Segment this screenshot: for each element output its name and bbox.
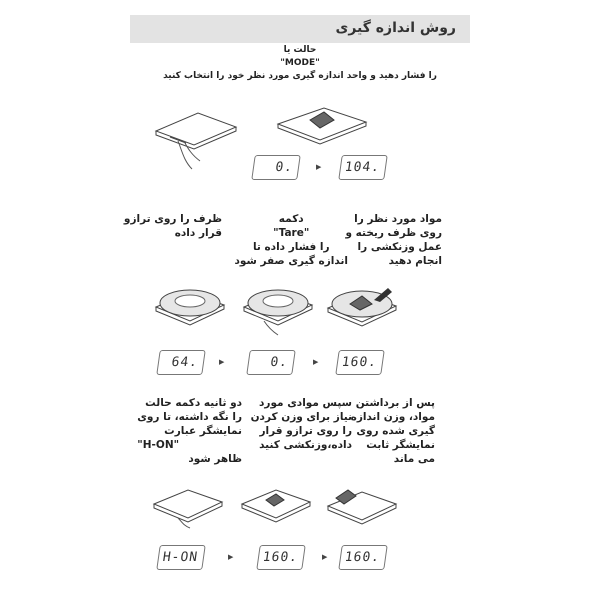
- triangle-right-icon: ▶: [219, 358, 225, 366]
- scale-with-bowl-illustration: [150, 283, 230, 333]
- display-row3-hold-on: H-ON: [156, 545, 206, 570]
- scale-adding-ingredients-illustration: [322, 280, 402, 335]
- step-place-container: ظرف را روی ترازو قرار داده: [123, 213, 222, 239]
- scale-tare-press-illustration: [238, 283, 318, 338]
- display-row2-container-weight: 64.: [156, 350, 206, 375]
- display-row2-weight: 160.: [335, 350, 385, 375]
- intro-instruction: [150, 44, 450, 83]
- scale-hold-mode-illustration: [148, 480, 228, 530]
- step-weigh-more: سپس موادی مورد نیاز برای وزن کردن را روی ترازو قرار داده،وزنکشی کنید: [250, 397, 352, 451]
- scale-removed-illustration: [322, 482, 402, 532]
- intro-mode-label: "MODE": [280, 58, 320, 68]
- step-hold-mode: دو ثانیه دکمه حالت را نگه داشته، تا روی نمایشگر عبارت "H-ON" ظاهر شود: [137, 397, 242, 465]
- display-row3-held-weight: 160.: [338, 545, 388, 570]
- triangle-right-icon: ▶: [316, 163, 322, 171]
- scale-press-mode-illustration: [148, 103, 243, 173]
- display-row1-weight: 104.: [338, 155, 388, 180]
- display-row3-weight: 160.: [256, 545, 306, 570]
- scale-with-goods-illustration: [272, 100, 372, 150]
- triangle-right-icon: ▶: [322, 553, 328, 561]
- intro-line-3: را فشار دهید و واحد اندازه گیری مورد نظر خود را انتخاب کنید: [163, 71, 437, 81]
- step-remove-hold: پس از برداشتن مواد، وزن اندازه گیری شده روی نمایشگر ثابت می ماند: [350, 397, 435, 465]
- step-press-tare: دکمه "Tare" را فشار داده تا اندازه گیری صفر شود: [234, 213, 348, 267]
- display-row1-zero: 0.: [251, 155, 301, 180]
- scale-weighing-illustration: [236, 480, 316, 530]
- intro-line-1: حالت یا: [283, 45, 317, 55]
- triangle-right-icon: ▶: [228, 553, 234, 561]
- section-header: [130, 15, 470, 43]
- section-title: روش اندازه گیری: [335, 20, 456, 36]
- step-add-ingredients: مواد مورد نظر را روی ظرف ریخته و عمل وزنکشی را انجام دهید: [345, 213, 442, 267]
- display-row2-tare-zero: 0.: [246, 350, 296, 375]
- triangle-right-icon: ▶: [313, 358, 319, 366]
